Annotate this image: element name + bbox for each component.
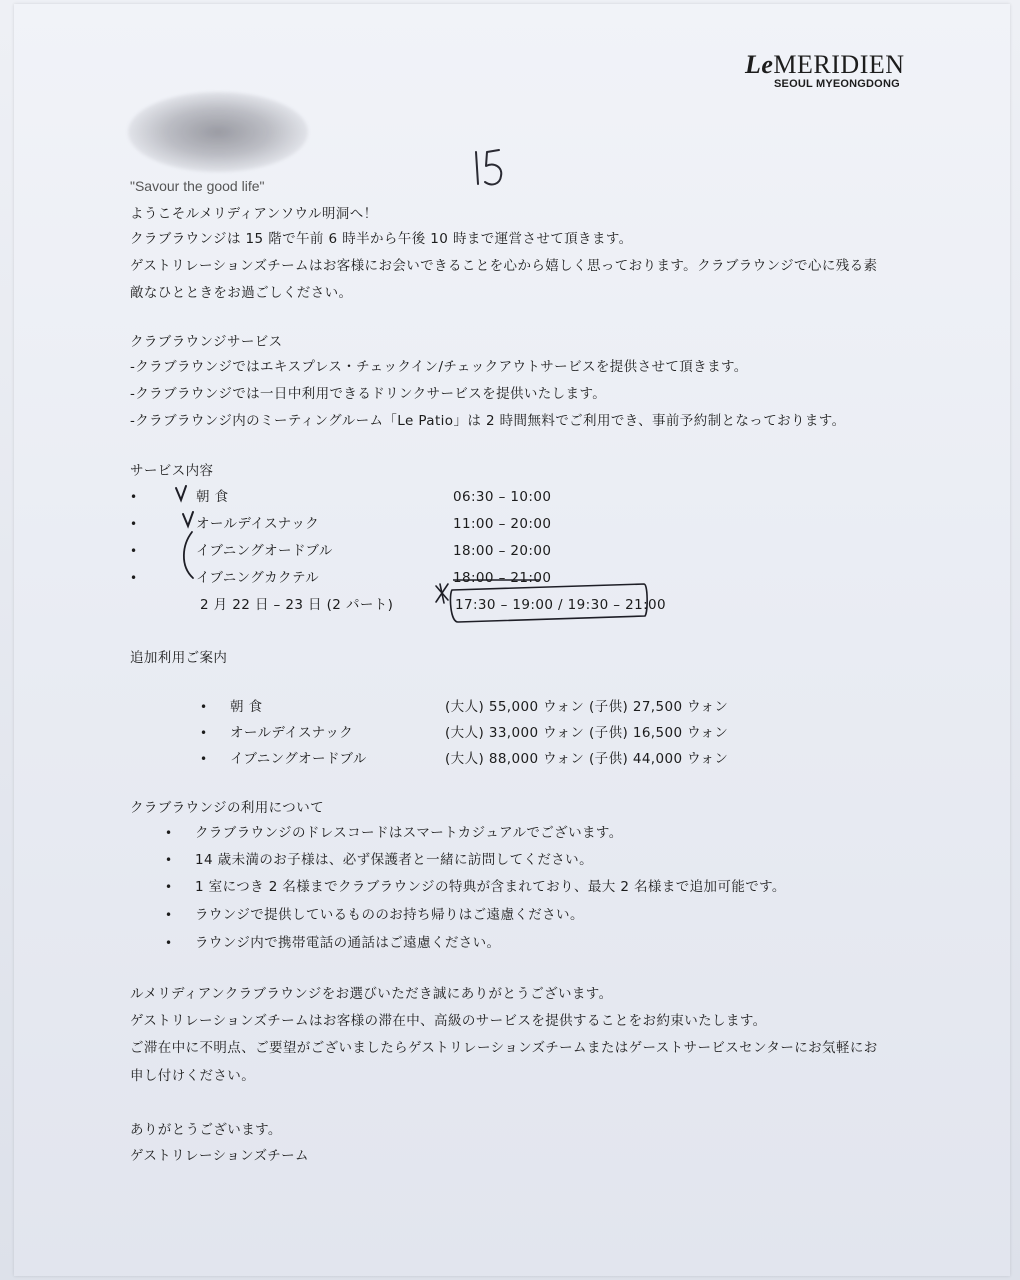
additional-item-name: オールデイスナック <box>230 725 354 741</box>
schedule-item-name: イブニングオードブル <box>196 543 333 559</box>
bullet: • <box>130 544 138 558</box>
document-sheet <box>14 4 1010 1276</box>
services-heading: クラブラウンジサービス <box>130 334 283 350</box>
special-date-label: 2 月 22 日 – 23 日 (2 パート) <box>200 597 394 613</box>
bullet: • <box>130 490 138 504</box>
schedule-item-time: 11:00 – 20:00 <box>453 516 552 532</box>
intro-line: ゲストリレーションズチームはお客様にお会いできることを心から嬉しく思っております。クラブラウンジで心に残る素 <box>130 258 878 274</box>
bullet: • <box>165 936 173 950</box>
bullet: • <box>165 853 173 867</box>
closing-line: ゲストリレーションズチームはお客様の滞在中、高級のサービスを提供することをお約束いたします。 <box>130 1013 767 1029</box>
additional-item-price: (大人) 55,000 ウォン (子供) 27,500 ウォン <box>445 699 729 715</box>
slogan: "Savour the good life" <box>130 178 265 194</box>
rules-heading: クラブラウンジの利用について <box>130 800 324 816</box>
bullet: • <box>130 571 138 585</box>
bullet: • <box>200 752 208 766</box>
rule-item: 1 室につき 2 名様までクラブラウンジの特典が含まれており、最大 2 名様まで追加可能です。 <box>195 879 786 895</box>
schedule-item-name: 朝 食 <box>196 489 229 505</box>
schedule-item-name: イブニングカクテル <box>196 570 320 586</box>
closing-line: ご滞在中に不明点、ご要望がございましたらゲストリレーションズチームまたはゲーストサービスセンターにお気軽にお <box>130 1040 878 1056</box>
bullet: • <box>165 880 173 894</box>
special-time: 17:30 – 19:00 / 19:30 – 21:00 <box>455 597 667 613</box>
bullet: • <box>200 700 208 714</box>
schedule-item-time: 18:00 – 20:00 <box>453 543 552 559</box>
service-item: -クラブラウンジ内のミーティングルーム「Le Patio」は 2 時間無料でご利用でき、事前予約制となっております。 <box>130 413 846 429</box>
service-item: -クラブラウンジではエキスプレス・チェックイン/チェックアウトサービスを提供させて頂きます。 <box>130 359 748 375</box>
intro-line: クラブラウンジは 15 階で午前 6 時半から午後 10 時まで運営させて頂きます。 <box>130 231 633 247</box>
schedule-item-time-crossed: 18:00 – 21:00 <box>453 570 552 586</box>
bullet: • <box>165 908 173 922</box>
logo-location: SEOUL MYEONGDONG <box>774 78 900 90</box>
signoff-thanks: ありがとうございます。 <box>130 1122 282 1138</box>
logo-prefix: Le <box>745 50 774 79</box>
rule-item: ラウンジで提供しているもののお持ち帰りはご遠慮ください。 <box>195 907 584 923</box>
additional-item-name: イブニングオードブル <box>230 751 367 767</box>
additional-item-price: (大人) 88,000 ウォン (子供) 44,000 ウォン <box>445 751 729 767</box>
intro-line: ようこそルメリディアンソウル明洞へ！ <box>130 206 378 222</box>
redacted-stamp <box>128 92 308 172</box>
hotel-logo <box>745 50 905 80</box>
additional-item-price: (大人) 33,000 ウォン (子供) 16,500 ウォン <box>445 725 729 741</box>
closing-line: ルメリディアンクラブラウンジをお選びいただき誠にありがとうございます。 <box>130 986 613 1002</box>
signoff-team: ゲストリレーションズチーム <box>130 1148 309 1164</box>
additional-heading: 追加利用ご案内 <box>130 650 228 666</box>
schedule-heading: サービス内容 <box>130 463 214 479</box>
rule-item: クラブラウンジのドレスコードはスマートカジュアルでございます。 <box>195 825 623 841</box>
rule-item: ラウンジ内で携帯電話の通話はご遠慮ください。 <box>195 935 501 951</box>
schedule-item-name: オールデイスナック <box>196 516 320 532</box>
additional-item-name: 朝 食 <box>230 699 263 715</box>
bullet: • <box>165 826 173 840</box>
rule-item: 14 歳未満のお子様は、必ず保護者と一緒に訪問してください。 <box>195 852 593 868</box>
bullet: • <box>200 726 208 740</box>
closing-line: 申し付けください。 <box>130 1068 256 1084</box>
logo-brand: MERIDIEN <box>773 50 905 79</box>
intro-line: 敵なひとときをお過ごしください。 <box>130 285 353 301</box>
schedule-item-time: 06:30 – 10:00 <box>453 489 552 505</box>
bullet: • <box>130 517 138 531</box>
service-item: -クラブラウンジでは一日中利用できるドリンクサービスを提供いたします。 <box>130 386 607 402</box>
